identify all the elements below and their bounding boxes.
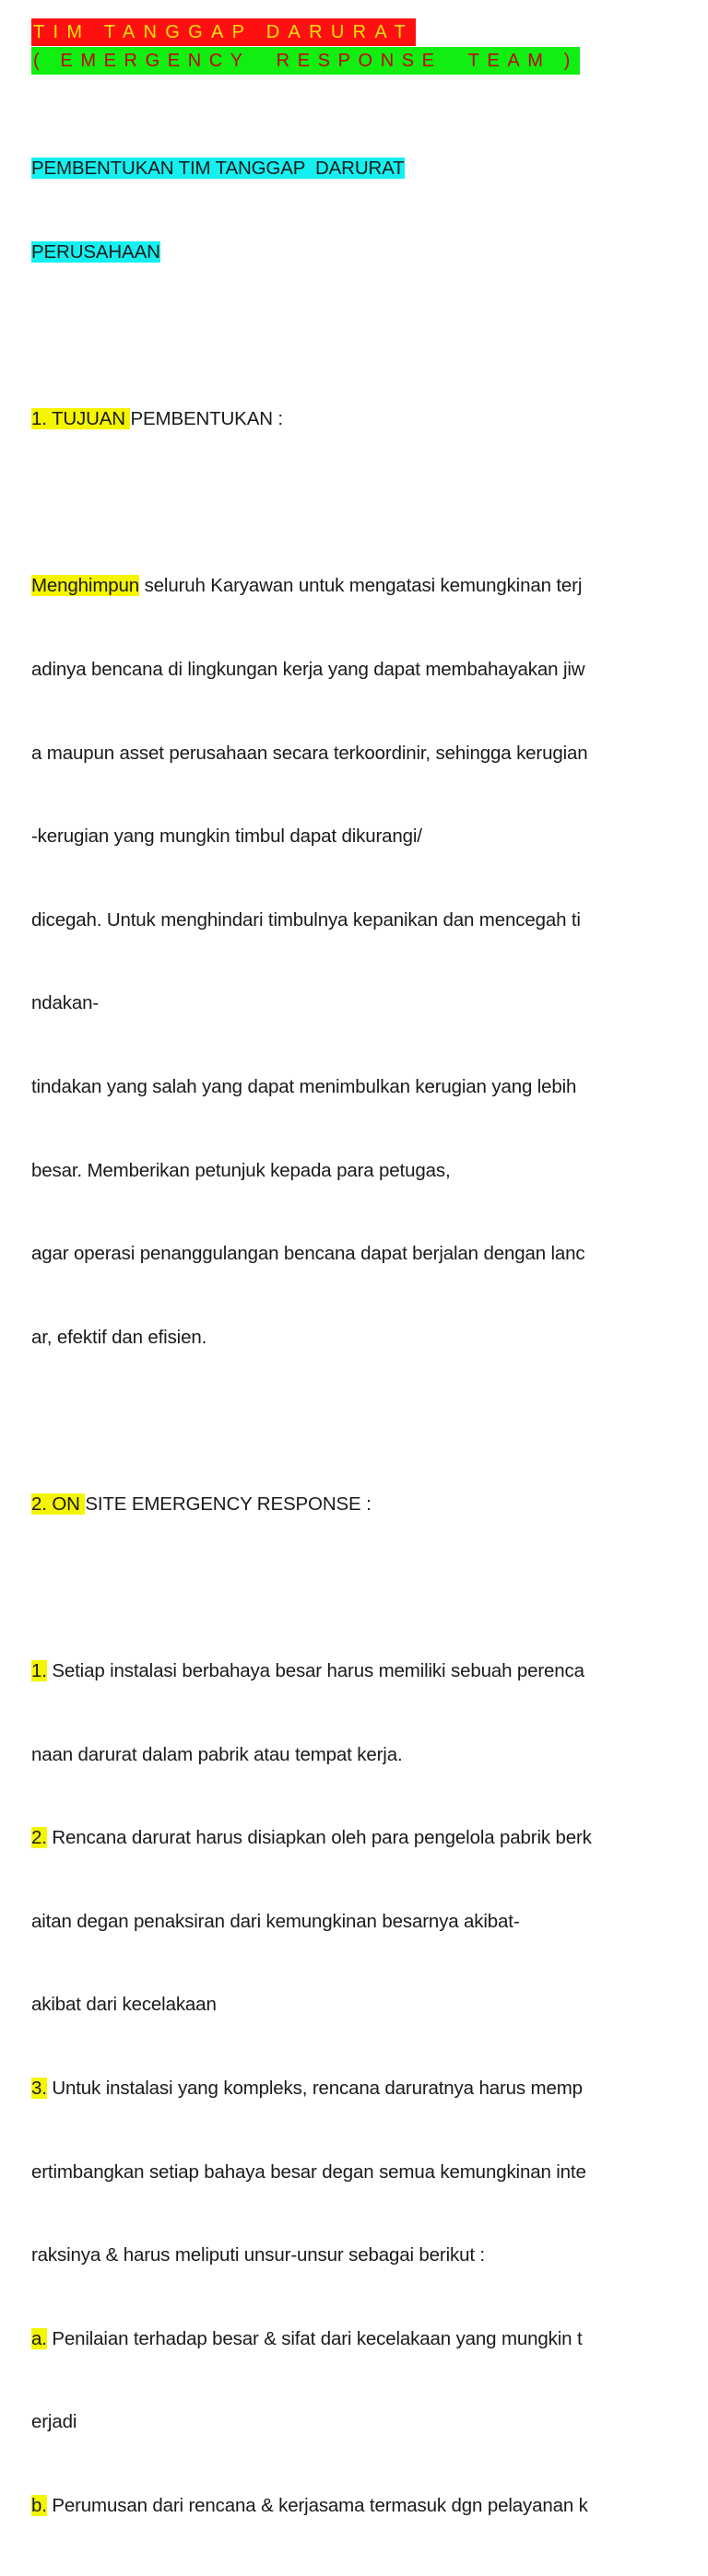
heading-line-1: [31, 155, 686, 182]
para-1-line: tindakan yang salah yang dapat menimbulkan kerugian yang lebih: [31, 1075, 577, 1097]
section-2-title: SITE EMERGENCY RESPONSE :: [85, 1493, 372, 1515]
item-3-line-3: raksinya & harus meliputi unsur-unsur sebagai berikut :: [31, 2244, 485, 2266]
item-3-marker: 3.: [31, 2078, 47, 2100]
title-line-2: ( EMERGENCY RESPONSE TEAM ): [31, 47, 580, 75]
section-1-number: 1. TUJUAN: [31, 408, 131, 430]
para-1-line: agar operasi penanggulangan bencana dapat berjalan dengan lanc: [31, 1243, 585, 1265]
section-2-number: 2. ON: [31, 1493, 86, 1515]
para-1-line-1-text: seluruh Karyawan untuk mengatasi kemungkinan terj: [139, 575, 583, 597]
blank-line: [31, 1407, 686, 1434]
para-1-line: dicegah. Untuk menghindari timbulnya kepanikan dan mencegah ti: [31, 908, 581, 931]
item-1-text: Setiap instalasi berbahaya besar harus memiliki sebuah perenca: [46, 1660, 584, 1682]
heading-line-2: [31, 239, 686, 266]
item-3-text: Untuk instalasi yang kompleks, rencana daruratnya harus memp: [46, 2078, 583, 2100]
para-1-line: besar. Memberikan petunjuk kepada para petugas,: [31, 1159, 451, 1181]
para-1-line: a maupun asset perusahaan secara terkoordinir, sehingga kerugian: [31, 742, 588, 764]
para-1-first-word: Menghimpun: [31, 575, 140, 597]
para-1-line: -kerugian yang mungkin timbul dapat dikurangi/: [31, 825, 422, 848]
item-b-text: Perumusan dari rencana & kerjasama termasuk dgn pelayanan k: [46, 2495, 588, 2517]
para-1-line: adinya bencana di lingkungan kerja yang dapat membahayakan jiw: [31, 658, 585, 680]
para-1-line-1: [31, 572, 686, 600]
heading-text-2: PERUSAHAAN: [31, 241, 160, 263]
item-a-marker: a.: [31, 2327, 47, 2349]
item-2-line-1: [31, 1824, 686, 1852]
section-1-heading: [31, 405, 686, 433]
item-2-text: Rencana darurat harus disiapkan oleh para pengelola pabrik berk: [46, 1827, 592, 1849]
item-2-line-2: aitan degan penaksiran dari kemungkinan besarnya akibat-: [31, 1910, 520, 1932]
item-2-marker: 2.: [31, 1827, 47, 1849]
title-line-1: TIM TANGGAP DARURAT: [31, 18, 416, 46]
item-b-marker: b.: [31, 2495, 47, 2517]
para-1-line: ndakan-: [31, 992, 100, 1014]
heading-text-1: PEMBENTUKAN TIM TANGGAP DARURAT: [31, 158, 405, 180]
item-3-line-1: [31, 2075, 686, 2102]
section-2-heading: [31, 1491, 686, 1518]
section-1-title: PEMBENTUKAN :: [130, 408, 283, 430]
para-1-line: ar, efektif dan efisien.: [31, 1326, 207, 1348]
item-a-line-1: [31, 2325, 686, 2353]
blank-line: [31, 322, 686, 350]
item-1-marker: 1.: [31, 1660, 47, 1682]
item-1-line-2: naan darurat dalam pabrik atau tempat kerja.: [31, 1743, 403, 1765]
item-b-line-1: [31, 2492, 686, 2520]
item-2-line-3: akibat dari kecelakaan: [31, 1994, 217, 2016]
item-a-line-2: erjadi: [31, 2411, 77, 2433]
item-3-line-2: ertimbangkan setiap bahaya besar degan semua kemungkinan inte: [31, 2160, 586, 2183]
item-a-text: Penilaian terhadap besar & sifat dari kecelakaan yang mungkin t: [46, 2327, 583, 2349]
blank-line: [31, 1575, 686, 1602]
blank-line: [31, 489, 686, 517]
item-1-line-1: [31, 1657, 686, 1685]
document-body: [31, 100, 686, 2576]
